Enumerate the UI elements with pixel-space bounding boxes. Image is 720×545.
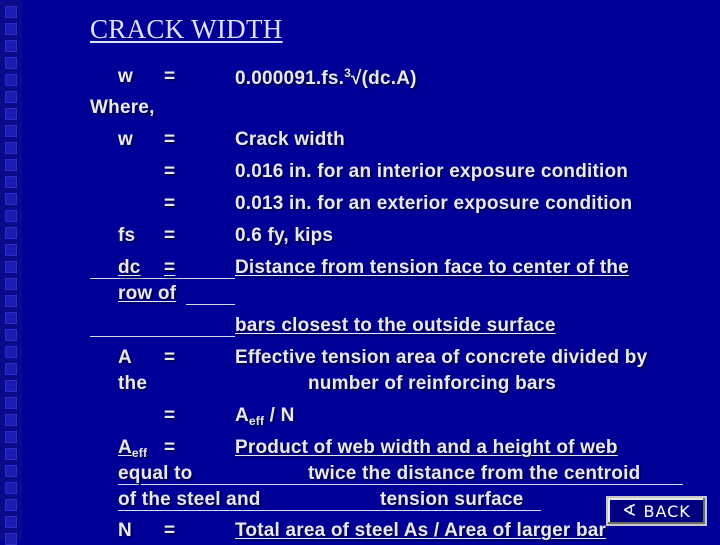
sidebar-square	[5, 210, 17, 222]
where-label: Where,	[90, 97, 155, 118]
sidebar-square	[5, 482, 17, 494]
def-A-equals: =	[164, 347, 176, 368]
def-A-cont-right: number of reinforcing bars	[308, 373, 557, 394]
def-N-text: Total area of steel As / Area of larger bar	[235, 520, 607, 541]
def-w3-equals: =	[164, 193, 176, 214]
formula-root: √	[350, 68, 362, 89]
sidebar-square	[5, 23, 17, 35]
formula-equals: =	[164, 66, 176, 87]
def-Aeff-cont2-left: of the steel and	[118, 489, 261, 510]
sidebar-square	[5, 431, 17, 443]
sidebar-square	[5, 125, 17, 137]
sidebar-square	[5, 91, 17, 103]
def-fs-equals: =	[164, 225, 176, 246]
sidebar-square	[5, 295, 17, 307]
slide-title: CRACK WIDTH	[90, 14, 283, 44]
back-button[interactable]	[606, 496, 707, 526]
sidebar-square	[5, 6, 17, 18]
sidebar-square	[5, 74, 17, 86]
def-A-symbol: A	[118, 347, 132, 368]
formula-cube: 3	[344, 66, 351, 80]
def-Aeff-letter: A	[118, 437, 132, 458]
def-Aeff-symbol	[118, 437, 147, 460]
def-A2-equals: =	[164, 405, 176, 426]
formula-symbol: w	[118, 66, 133, 87]
sidebar-square	[5, 193, 17, 205]
sidebar-square	[5, 108, 17, 120]
formula-expression	[235, 66, 417, 90]
def-Aeff-cont1-right: twice the distance from the centroid	[308, 463, 641, 484]
def-dc-text: Distance from tension face to center of the	[235, 257, 629, 278]
def-Aeff-cont2-right: tension surface	[380, 489, 524, 510]
def-fs-symbol: fs	[118, 225, 136, 246]
sidebar-decoration	[0, 0, 22, 540]
def-A2-sub: eff	[248, 414, 265, 428]
sidebar-square	[5, 227, 17, 239]
sidebar-square	[5, 40, 17, 52]
sidebar-square	[5, 244, 17, 256]
dc-underline-left	[90, 278, 235, 279]
sidebar-square	[5, 261, 17, 273]
sidebar-square	[5, 329, 17, 341]
def-dc-cont1: row of	[118, 283, 177, 304]
sidebar-square	[5, 397, 17, 409]
formula-expr-a: 0.000091.fs.	[235, 68, 345, 89]
def-Aeff-sub: eff	[131, 446, 148, 460]
sidebar-square	[5, 159, 17, 171]
def-N-symbol: N	[118, 520, 132, 541]
sidebar-square	[5, 380, 17, 392]
def-fs-text: 0.6 fy, kips	[235, 225, 334, 246]
def-Aeff-equals: =	[164, 437, 176, 458]
sidebar-square	[5, 499, 17, 511]
def-w2-text: 0.016 in. for an interior exposure condition	[235, 161, 629, 182]
def-A2-rest: / N	[264, 405, 295, 426]
sidebar-square	[5, 312, 17, 324]
back-arrow-icon: ∢	[622, 500, 638, 521]
def-N-equals: =	[164, 520, 176, 541]
def-A2-symbol: A	[235, 405, 249, 426]
def-w3-text: 0.013 in. for an exterior exposure condition	[235, 193, 633, 214]
dc-cont2-underline-left	[90, 336, 235, 337]
def-dc-cont2: bars closest to the outside surface	[235, 315, 556, 336]
sidebar-square	[5, 516, 17, 528]
sidebar-square	[5, 176, 17, 188]
def-A-cont-left: the	[118, 373, 148, 394]
sidebar-square	[5, 57, 17, 69]
sidebar-square	[5, 363, 17, 375]
dc-cont1-underline	[186, 304, 235, 305]
def-w-symbol: w	[118, 129, 133, 150]
def-Aeff-cont1-left: equal to	[118, 463, 193, 484]
def-w-equals: =	[164, 129, 176, 150]
sidebar-square	[5, 142, 17, 154]
sidebar-square	[5, 448, 17, 460]
formula-row	[118, 66, 133, 88]
def-w-text: Crack width	[235, 129, 345, 150]
sidebar-square	[5, 533, 17, 545]
formula-expr-b: (dc.A)	[361, 68, 417, 89]
def-A2-text	[235, 405, 295, 428]
def-w2-equals: =	[164, 161, 176, 182]
back-button-label: BACK	[643, 501, 691, 521]
def-dc-equals: =	[164, 257, 176, 278]
sidebar-square	[5, 278, 17, 290]
sidebar-square	[5, 465, 17, 477]
def-Aeff-text: Product of web width and a height of web	[235, 437, 618, 458]
sidebar-square	[5, 414, 17, 426]
def-A-text: Effective tension area of concrete divided by	[235, 347, 648, 368]
sidebar-square	[5, 346, 17, 358]
def-dc-symbol: dc	[118, 257, 141, 278]
